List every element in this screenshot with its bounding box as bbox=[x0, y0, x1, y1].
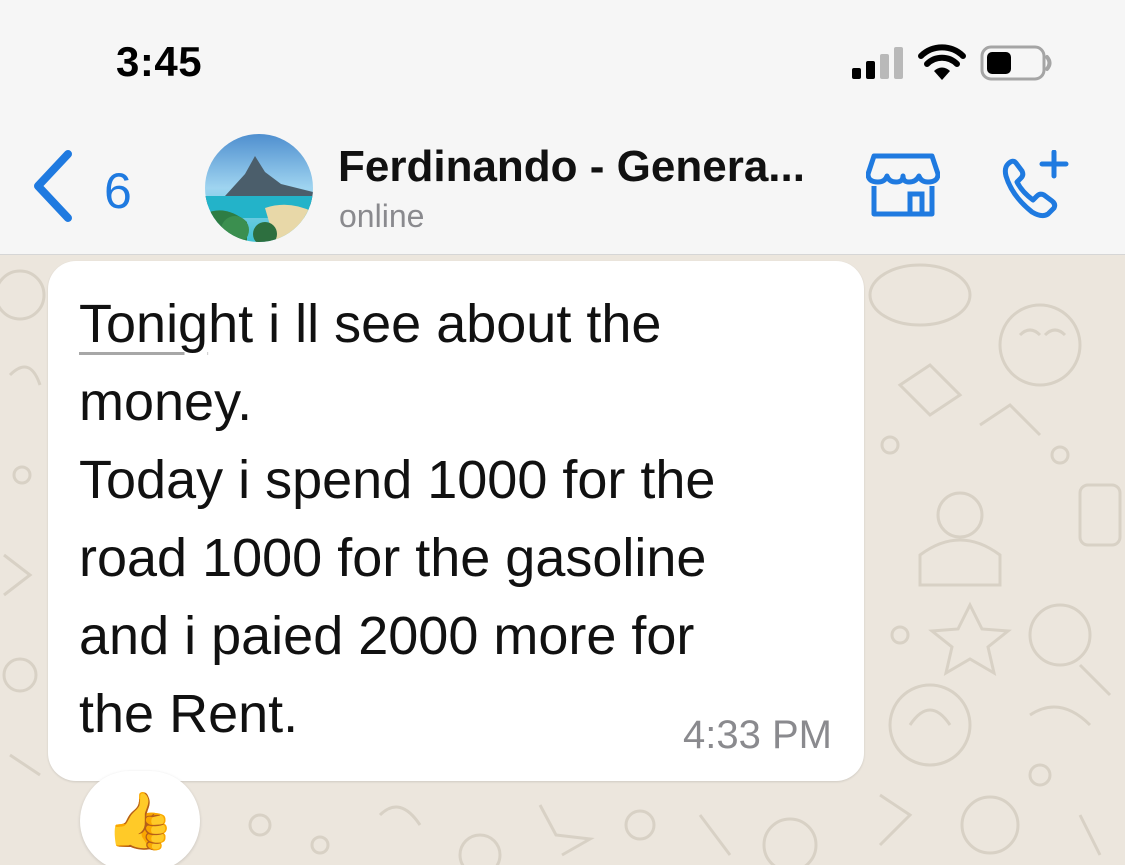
back-button[interactable] bbox=[24, 146, 154, 226]
status-time: 3:45 bbox=[116, 38, 203, 85]
message-line-rest: i ll see about the bbox=[253, 294, 662, 354]
chat-header bbox=[0, 120, 1125, 255]
message-line: road 1000 for the gasoline bbox=[79, 528, 707, 588]
store-icon[interactable] bbox=[866, 150, 940, 220]
thumbs-up-icon: 👍 bbox=[105, 789, 175, 852]
chat-area[interactable] bbox=[0, 255, 1125, 865]
message-line: money. bbox=[79, 372, 253, 432]
wifi-icon bbox=[918, 44, 966, 82]
detected-link-word[interactable]: Tonig bbox=[79, 294, 209, 354]
message-line bbox=[79, 285, 839, 363]
message-timestamp: 4:33 PM bbox=[683, 713, 832, 757]
incoming-message-bubble[interactable] bbox=[48, 261, 864, 781]
message-line: Today i spend 1000 for the bbox=[79, 450, 716, 510]
status-bar bbox=[0, 0, 1125, 120]
add-call-icon[interactable] bbox=[996, 150, 1070, 222]
contact-status: online bbox=[339, 198, 425, 234]
contact-avatar[interactable] bbox=[205, 134, 313, 242]
message-text bbox=[79, 285, 839, 753]
message-line: and i paied 2000 more for bbox=[79, 606, 695, 666]
unread-count: 6 bbox=[104, 163, 132, 219]
contact-name[interactable]: Ferdinando - Genera... bbox=[338, 142, 805, 191]
battery-icon bbox=[980, 44, 1054, 82]
chevron-left-icon bbox=[28, 146, 76, 226]
message-word-fragment: ht bbox=[208, 294, 254, 354]
cellular-signal-icon bbox=[850, 46, 906, 80]
avatar-image bbox=[205, 134, 313, 242]
reaction-badge[interactable] bbox=[80, 771, 200, 865]
message-line: the Rent. bbox=[79, 684, 299, 744]
